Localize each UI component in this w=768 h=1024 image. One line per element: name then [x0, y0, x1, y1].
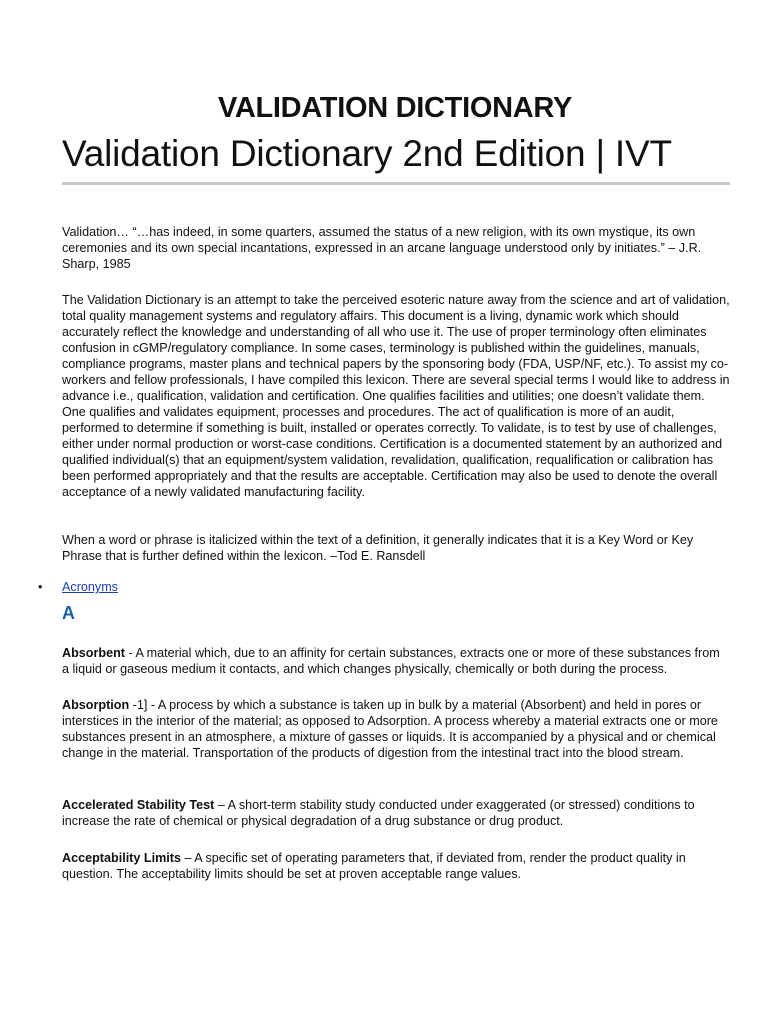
dictionary-entry	[62, 645, 730, 677]
bullet-icon: •	[38, 580, 43, 594]
entry-term: Absorbent	[62, 646, 125, 660]
intro-paragraph: The Validation Dictionary is an attempt to take the perceived esoteric nature away from the science and art of validation, total quality management systems and regulatory affairs. This document is a living, dynamic work which should accurately reflect the knowledge and understanding of all who use it. The use of proper terminology often eliminates confusion in cGMP/regulatory compliance. In some cases, terminology is published within the guidelines, manuals, compliance programs, master plans and technical papers by the sponsoring body (FDA, USP/NF, etc.). To assist my co-workers and fellow professionals, I have compiled this lexicon. There are several special terms I would like to address in advance i.e., qualification, validation and certification. One qualifies facilities and utilities; one doesn’t validate them. One qualifies and validates equipment, processes and procedures. The act of qualification is more of an audit, performed to determine if something is built, installed or operates correctly. To validate, is to test by use of challenges, either under normal production or worst-case conditions. Certification is a documented statement by an authorized and qualified individual(s) that an equipment/system validation, revalidation, qualification, requalification or calibration has been performed appropriately and that the results are acceptable. Certification may also be used to denote the overall acceptance of a newly validated manufacturing facility.	[62, 293, 730, 499]
entry-definition: -1] - A process by which a substance is taken up in bulk by a material (Absorbent) and held in pores or interstices in the interior of the material; as opposed to Adsorption. A process whereby a material extracts one or more substances present in an atmosphere, a mixture of gasses or liquids. It is accompanied by a physical and or chemical change in the material. Transportation of the products of digestion from the intestinal tract into the blood stream.	[62, 698, 718, 760]
horizontal-rule	[62, 182, 730, 185]
entry-term: Acceptability Limits	[62, 851, 181, 865]
entry-term: Absorption	[62, 698, 130, 712]
acronyms-link[interactable]: Acronyms	[62, 580, 118, 594]
opening-quote: Validation… “…has indeed, in some quarters, assumed the status of a new religion, with its own mystique, its own ceremonies and its own special incantations, expressed in an arcane language understood only by initiates.” – J.R. Sharp, 1985	[62, 225, 702, 271]
dictionary-entry	[62, 850, 730, 882]
entry-definition: – A specific set of operating parameters that, if deviated from, render the product quality in question. The acceptability limits should be set at proven acceptable range values.	[62, 851, 686, 881]
italic-note-paragraph: When a word or phrase is italicized within the text of a definition, it generally indicates that it is a Key Word or Key Phrase that is further defined within the lexicon. –Tod E. Ransdell	[62, 533, 694, 563]
document-subtitle: Validation Dictionary 2nd Edition | IVT	[62, 133, 672, 174]
acronyms-list-item	[38, 579, 118, 595]
entry-definition: - A material which, due to an affinity for certain substances, extracts one or more of these substances from a liquid or gaseous medium it contacts, and which changes physically, chemically or both during the process.	[62, 646, 720, 676]
entry-term: Accelerated Stability Test	[62, 798, 215, 812]
document-title: VALIDATION DICTIONARY	[217, 92, 573, 124]
section-letter-heading: A	[62, 603, 75, 623]
dictionary-entry	[62, 797, 730, 829]
dictionary-entry	[62, 697, 730, 761]
entry-definition: – A short-term stability study conducted under exaggerated (or stressed) conditions to increase the rate of chemical or physical degradation of a drug substance or drug product.	[62, 798, 695, 828]
